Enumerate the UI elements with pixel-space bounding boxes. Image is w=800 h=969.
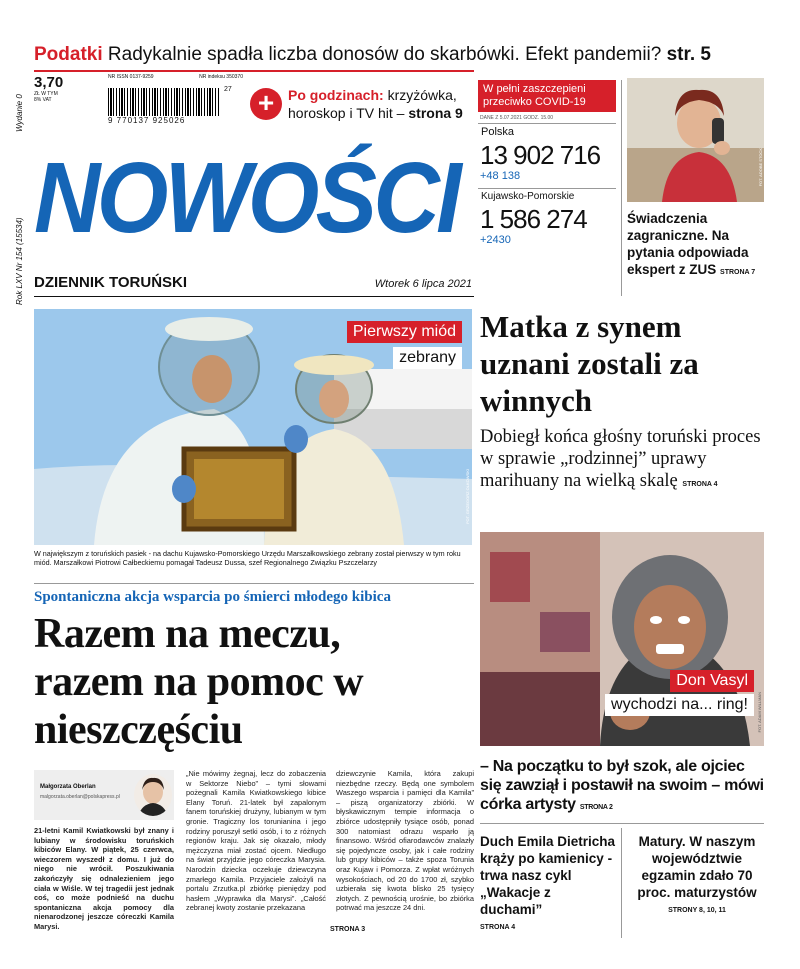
zus-teaser[interactable]	[627, 210, 767, 281]
covid-value2: 1 586 274	[480, 204, 587, 234]
beekeepers-image	[34, 309, 472, 545]
price-note: ZŁ W TYM 8% VAT	[34, 91, 58, 103]
author-email: malgorzata.oberlan@polskapress.pl	[40, 794, 120, 800]
price	[34, 74, 74, 103]
woman-on-phone-image	[627, 78, 764, 202]
vasyl-photo[interactable]	[480, 532, 764, 746]
plus-icon: +	[250, 88, 282, 120]
red-rule	[34, 70, 474, 72]
main-kicker: Spontaniczna akcja wsparcia po śmierci młodego kibica	[34, 589, 391, 605]
masthead-subtitle: DZIENNIK TORUŃSKI	[34, 274, 188, 291]
edition-note: Wydanie 0	[15, 94, 24, 132]
ghost-headline: Duch Emila Dietricha krąży po kamienicy - trwa nasz cykl „Wakacje z duchami”	[480, 834, 616, 917]
ghost-teaser[interactable]	[480, 833, 616, 931]
covid-header: W pełni zaszczepieni przeciwko COVID-19	[478, 80, 616, 112]
author-name: Małgorzata Oberlan	[40, 784, 96, 790]
vasyl-credit: FOT. ADAM WILLMAN	[757, 692, 762, 733]
honey-label2: zebrany	[393, 347, 462, 369]
barcode	[108, 88, 220, 116]
promo[interactable]	[248, 84, 473, 130]
covid-date: DANE Z 5.07.2021 GODZ. 15.00	[480, 115, 554, 121]
masthead-date: Wtorek 6 lipca 2021	[374, 278, 472, 290]
main-col3: dziewczynie Kamila, która zakupi niezbędne rzeczy. Będą one symbolem Waszego wsparcia i pamięci dla Kamila” – piszą organizatorzy zbiórki. W błyskawicznym tempie informacja o zbiórce udostępniły tysiące osób, ponad 300 natomiast odrazu wsparło ją finansowo. Wśród ofiarodawców znalazły się pojedyncze osoby, jak i całe rodziny lub grupy kibiców – także spoza Torunia oraz Kujaw i Pomorza. Z wpłat wróżnych wysokościach, od 20 do 1700 zł, szybko uzbierała się kwota blisko 25 tysięcy złotych. Z pewnością urośnie, bo zbiórka potrwać ma jeszcze 24 dni.	[336, 769, 474, 913]
vasyl-label2: wychodzi na... ring!	[605, 694, 754, 716]
year-info: Rok LXV Nr 154 (15534)	[15, 217, 24, 305]
covid-region2: Kujawsko-Pomorskie	[478, 188, 616, 204]
vasyl-headline: – Na początku to był szok, ale ojciec się zawziął i postawił na swoim – mówi córka artysty	[480, 758, 764, 813]
promo-text: krzyżówka, horoskop i TV hit –	[288, 87, 457, 121]
price-value: 3,70	[34, 74, 64, 91]
vasyl-teaser[interactable]	[480, 757, 770, 817]
court-headline[interactable]: Matka z synem uznani zostali za winnych	[480, 309, 699, 418]
divider	[621, 828, 622, 938]
promo-page: strona 9	[408, 105, 463, 121]
matura-headline: Matury. W naszym województwie egzamin zdało 70 proc. maturzystów	[637, 834, 757, 900]
main-page: STRONA 3	[330, 926, 366, 933]
covid-delta1: +48 138	[480, 170, 521, 182]
divider	[34, 583, 474, 584]
covid-region1: Polska	[478, 123, 616, 140]
matura-page: STRONY 8, 10, 11	[668, 907, 726, 914]
zus-page: STRONA 7	[720, 269, 756, 276]
zus-photo[interactable]	[627, 78, 764, 202]
main-col2: „Nie mówimy żegnaj, lecz do zobaczenia w Sektorze Niebo” – tymi słowami pożegnali Kamila Kwiatkowskiego kibice Elany Toruń. 21-latek był zapalonym fanem toruńskiej drużyny, lubianym w tym gronie. Tragiczny los torunianina i jego rodziny poruszył setki osób, i to z różnych regionów kraju. Jak się okazało, młody mężczyzna miał zostać ojcem. Niedługo na świat przyjdzie jego córeczka Marysia. Narodzin dziecka oczekuje dziewczyna zmarłego Kamila. Przyjaciele założyli na portalu Zrzutka.pl zbiórkę pieniędzy pod hasłem „Wyprawka dla Marysi”. „Całość zebranej kwoty zostanie przekazana	[186, 769, 326, 913]
covid-value1: 13 902 716	[480, 140, 601, 170]
divider	[621, 80, 622, 296]
zus-title: Świadczenia zagraniczne. Na pytania odpowiada ekspert z ZUS	[627, 211, 749, 277]
barcode-block	[108, 74, 243, 124]
masthead-rule	[34, 296, 474, 297]
divider	[480, 823, 764, 824]
court-lead	[480, 426, 770, 496]
index-number: NR indeksu 350370	[199, 74, 243, 80]
masthead-title[interactable]: NOWOŚCI	[34, 142, 459, 254]
honey-photo[interactable]	[34, 309, 472, 545]
top-teaser[interactable]	[34, 44, 794, 66]
ghost-page: STRONA 4	[480, 924, 516, 931]
honey-caption: W największym z toruńskich pasiek - na dachu Kujawsko-Pomorskiego Urzędu Marszałkowskiego zebrany został pierwszy w tym roku miód. Marszałkowi Piotrowi Całbeckiemu pomagał Tadeusz Dussa, szef Regionalnego Związku Pszczelarzy	[34, 549, 461, 567]
top-teaser-text: Radykalnie spadła liczba donosów do skarbówki. Efekt pandemii?	[107, 44, 662, 65]
covid-delta2: +2430	[480, 234, 511, 246]
vasyl-page: STRONA 2	[579, 804, 613, 811]
court-lead-text: Dobiegł końca głośny toruński proces w sprawie „rodzinnej” uprawy marihuany na wielką skalę	[480, 427, 761, 491]
zus-photo-credit: FOT. ADOBE STOCK	[758, 148, 763, 187]
promo-prefix: Po godzinach:	[288, 87, 384, 103]
issn: NR ISSN 0137-9259	[108, 74, 154, 80]
main-lead: 21-letni Kamil Kwiatkowski był znany i lubiany w środowisku toruńskich kibiców Elany. W piątek, 25 czerwca, wieczorem wyszedł z domu. I już do niego nie wrócił. Poszukiwania zakończyły się odnalezieniem jego ciała w Wiśle. W tej tragedii jest jednak coś, co może podnieść na duchu spontaniczna akcja pomocy dla nienarodzonej jeszcze córeczki Kamila Marysi.	[34, 826, 174, 931]
author-box	[34, 770, 174, 820]
author-avatar	[134, 774, 172, 816]
top-teaser-page: str. 5	[666, 44, 711, 65]
honey-credit: FOT. GRZEGORZ OLKOWSKI	[465, 469, 470, 524]
top-teaser-tag: Podatki	[34, 44, 103, 65]
issue-code: 27	[224, 86, 232, 93]
court-page: STRONA 4	[682, 481, 718, 488]
barcode-digits: 9 770137 925026	[108, 116, 186, 125]
vasyl-label1: Don Vasyl	[670, 670, 754, 692]
honey-label1: Pierwszy miód	[347, 321, 462, 343]
main-headline[interactable]: Razem na meczu, razem na pomoc w nieszczęściu	[34, 611, 364, 753]
matura-teaser[interactable]	[627, 833, 767, 914]
covid-panel	[478, 80, 616, 296]
